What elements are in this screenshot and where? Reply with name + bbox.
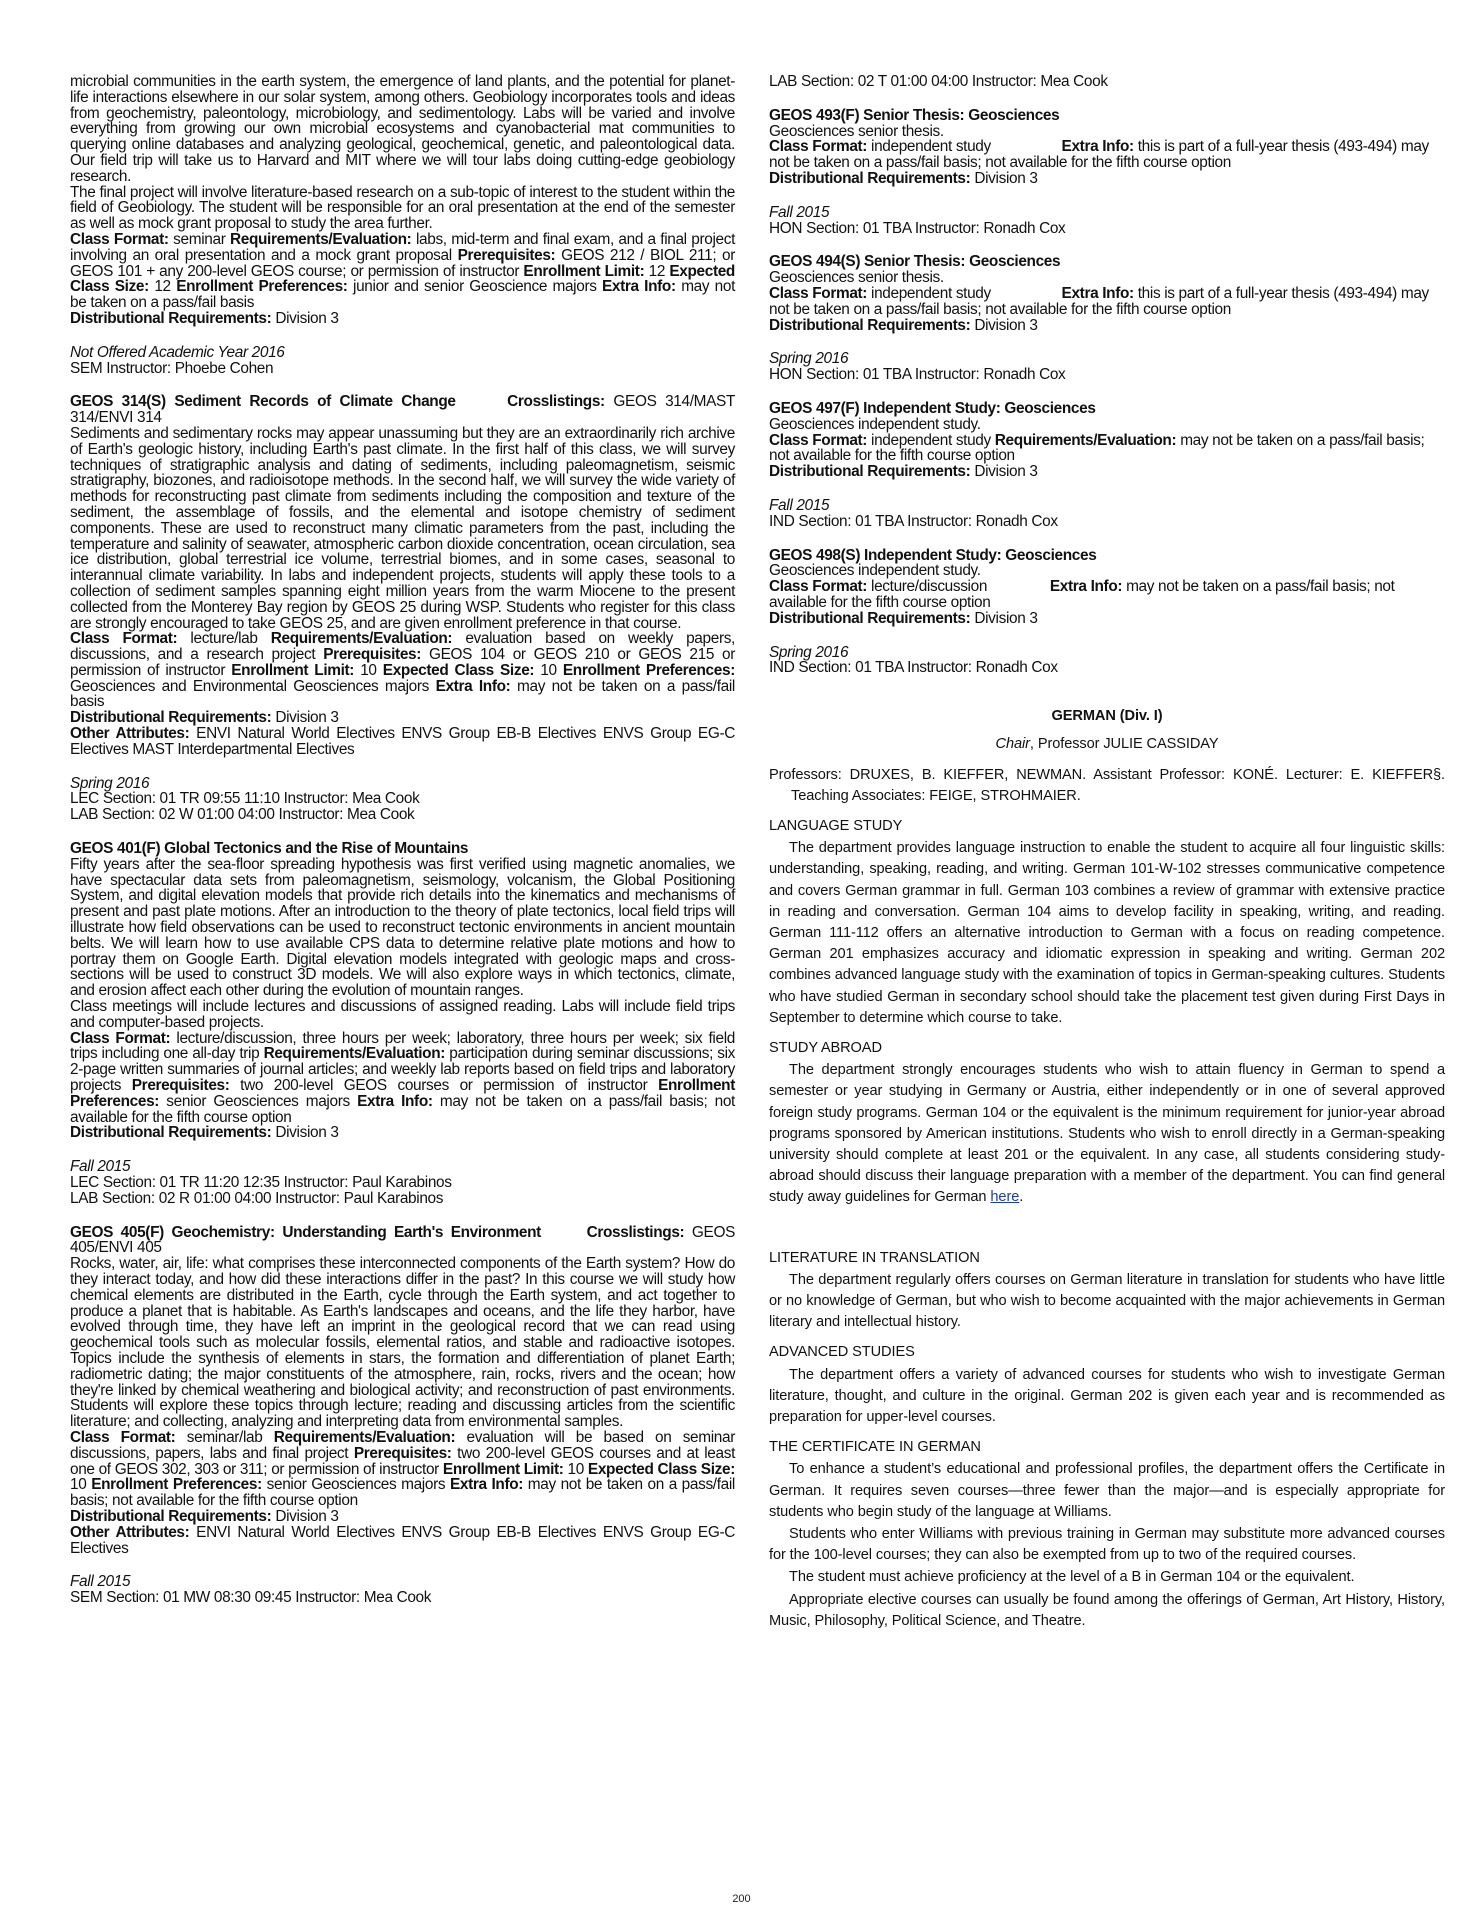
course-details: Class Format: independent study Extra Info: this is part of a full-year thesis (493-494) may not be taken on a pass/fail basis; not available for the fifth course option (769, 138, 1429, 172)
section-line: LEC Section: 01 TR 11:20 12:35 Instructor: Paul Karabinos (70, 1174, 452, 1191)
section-line: SEM Instructor: Phoebe Cohen (70, 359, 274, 377)
right-column (769, 74, 1445, 1632)
paragraph: To enhance a student’s educational and professional profiles, the department offers the Certificate in German. It requires seven courses—three fewer than the major—and is especially appropriate for students who begin study of the language at Williams. (769, 1461, 1445, 1520)
section-info (769, 351, 1445, 383)
distributional-requirements: Distributional Requirements: Division 3 (70, 1124, 339, 1142)
course-description: microbial communities in the earth system, the emergence of land plants, and the potential for planet-life interactions elsewhere in our solar system, among others. Geobiology incorporates tools and ideas from geochemistry, paleontology, microbiology, and sedimentology. Labs will be varied and involve everything from growing our own microbial ecosystems and cyanobacterial mat communities to querying online databases and analyzing geological, geochemical, genetic, and paleontological data. Our field trip will take us to Harvard and MIT where we will tour labs doing cutting-edge geobiology research. (70, 73, 735, 185)
german-department (769, 706, 1445, 1632)
paragraph: The department provides language instruction to enable the student to acquire all four linguistic skills: understanding, speaking, reading, and writing. German 101-W-102 stresses communicative competence and covers German grammar in full. German 103 combines a review of grammar with extensive practice in reading and conversation. German 104 aims to develop facility in speaking, writing, and reading. German 111-112 offers an alternative introduction to German with a focus on reading competence. German 201 emphasizes accuracy and idiomatic expression in speaking and writing. German 202 combines advanced language study with the examination of topics in German-speaking cultures. Students who have studied German in secondary school should take the placement test given during First Days in September to determine which course to take. (769, 840, 1445, 1026)
section-line: LAB Section: 02 R 01:00 04:00 Instructor: Paul Karabinos (70, 1189, 444, 1207)
course-details: Class Format: lecture/discussion, three hours per week; laboratory, three hours per week; six field trips including one all-day trip Requirements/Evaluation: participation during seminar discussions; six 2-page written summaries of journal articles; and weekly lab reports based on field trips and laboratory projects Prerequisites: two 200-level GEOS courses or permission of instructor Enrollment Preferences: senior Geosciences majors Extra Info: may not be taken on a pass/fail basis; not available for the fifth course option (70, 1029, 735, 1126)
section-info (769, 645, 1445, 677)
section-line: HON Section: 01 TBA Instructor: Ronadh Cox (769, 366, 1066, 384)
section-heading: STUDY ABROAD (769, 1039, 882, 1056)
section-line: LAB Section: 02 W 01:00 04:00 Instructor: Mea Cook (70, 806, 415, 824)
section-info (70, 1574, 735, 1606)
distributional-requirements: Distributional Requirements: Division 3 (769, 316, 1038, 334)
course-description: Geosciences independent study. (769, 562, 981, 580)
section-line: HON Section: 01 TBA Instructor: Ronadh Cox (769, 219, 1066, 237)
course-geos-494 (769, 254, 1445, 333)
other-attributes: Other Attributes: ENVI Natural World Electives ENVS Group EB-B Electives ENVS Group EG-C Electives (70, 1523, 735, 1557)
term-label: Fall 2015 (769, 203, 830, 221)
course-title: GEOS 493(F) Senior Thesis: Geosciences (769, 106, 1060, 124)
paragraph: The department offers a variety of advanced courses for students who wish to investigate German literature, thought, and culture in the original. German 202 is given each year and is recommended as preparation for upper-level courses. (769, 1366, 1445, 1425)
course-geos-493 (769, 108, 1445, 187)
left-column (70, 74, 735, 1606)
section-line: LEC Section: 01 TR 09:55 11:10 Instructor: Mea Cook (70, 790, 420, 808)
course-title: GEOS 314(S) Sediment Records of Climate Change Crosslistings: GEOS 314/MAST 314/ENVI 314 (70, 393, 735, 427)
paragraph: Students who enter Williams with previous training in German may substitute more advanced courses for the 100-level courses; they can also be exempted from up to two of the required courses. (769, 1526, 1445, 1564)
term-label: Fall 2015 (769, 496, 830, 514)
page-number: 200 (732, 1893, 751, 1905)
department-title: GERMAN (Div. I) (1051, 708, 1163, 725)
section-heading: ADVANCED STUDIES (769, 1344, 915, 1361)
department-chair: Chair, Professor JULIE CASSIDAY (995, 736, 1219, 753)
course-description: Sediments and sedimentary rocks may appear unassuming but they are an extraordinarily rich archive of Earth's geologic history, including Earth's past climate. In the first half of this class, we will survey techniques of stratigraphic analysis and dating of sediments, including paleomagnetism, seismic stratigraphy, biozones, and radioisotope methods. In the second half, we will survey the wide variety of methods for reconstructing past climate from sediments including the composition and texture of the sediment, the assemblage of fossils, and the elemental and isotope chemistry of sediment components. These are used to reconstruct many climatic parameters from the past, including the temperature and salinity of seawater, atmospheric carbon dioxide concentration, ocean circulation, sea ice distribution, global terrestrial ice volume, terrestrial biomes, and in some cases, seasonal to interannual climate variability. In labs and independent projects, students will apply these tools to a collection of sediment samples spanning eight million years from the warm Miocene to the present collected from the Monterey Bay region by GEOS 25 during WSP. Students who register for this class are strongly encouraged to take GEOS 25, and are given enrollment preference in that course. (70, 424, 735, 632)
paragraph: The department regularly offers courses on German literature in translation for students who have little or no knowledge of German, but who wish to become acquainted with the major achievements in German literary and intellectual history. (769, 1271, 1445, 1331)
course-details: Class Format: independent study Requirements/Evaluation: may not be taken on a pass/fail basis; not available for the fifth course option (769, 431, 1425, 465)
course-description: Rocks, water, air, life: what comprises these interconnected components of the Earth system? How do they interact today, and how did these interactions differ in the past? In this course we will study how chemical elements are distributed in the Earth, cycle through the Earth system, and act together to produce a planet that is habitable. As Earth's landscapes and oceans, and the life they harbor, have evolved through time, they have left an imprint in the geological record that we can read using geochemical tools such as molecular fossils, elemental ratios, and stable and radioactive isotopes. Topics include the synthesis of elements in stars, the formation and differentiation of planet Earth; radiometric dating; the major constituents of the atmosphere, rain, rocks, rivers and the ocean; how they're linked by chemical weathering and biological activity; and reconstruction of past environments. Students will explore these topics through lecture; reading and discussing articles from the scientific literature; and collecting, analyzing and interpreting data from environmental samples. (70, 1255, 735, 1431)
course-geos-405 (70, 1225, 735, 1557)
course-details: Class Format: independent study Extra Info: this is part of a full-year thesis (493-494) may not be taken on a pass/fail basis; not available for the fifth course option (769, 284, 1429, 318)
course-title: GEOS 401(F) Global Tectonics and the Rise of Mountains (70, 840, 469, 858)
section-info (769, 498, 1445, 530)
paragraph: Appropriate elective courses can usually be found among the offerings of German, Art History, History, Music, Philosophy, Political Science, and Theatre. (769, 1591, 1445, 1629)
section-info (70, 1159, 735, 1206)
course-geos-497 (769, 401, 1445, 480)
distributional-requirements: Distributional Requirements: Division 3 (769, 463, 1038, 481)
distributional-requirements: Distributional Requirements: Division 3 (70, 309, 339, 327)
course-geos-498 (769, 548, 1445, 627)
course-details: Class Format: seminar/lab Requirements/Evaluation: evaluation will be based on seminar discussions, papers, labs and final project Prerequisites: two 200-level GEOS courses and at least one of GEOS 302, 303 or 311; or permission of instructor Enrollment Limit: 10 Expected Class Size: 10 Enrollment Preferences: senior Geosciences majors Extra Info: may not be taken on a pass/fail basis; not available for the fifth course option (70, 1428, 736, 1510)
section-line: IND Section: 01 TBA Instructor: Ronadh Cox (769, 512, 1058, 530)
term-label: Fall 2015 (70, 1573, 131, 1591)
course-title: GEOS 498(S) Independent Study: Geosciences (769, 546, 1097, 564)
section-info (769, 74, 1445, 90)
course-description: Class meetings will include lectures and discussions of assigned reading. Labs will include field trips and computer-based projects. (70, 998, 735, 1031)
section-heading: LANGUAGE STUDY (769, 817, 903, 834)
study-away-link[interactable]: here (990, 1189, 1020, 1206)
course-description: Geosciences senior thesis. (769, 122, 944, 140)
distributional-requirements: Distributional Requirements: Division 3 (70, 709, 339, 727)
course-details: Class Format: lecture/discussion Extra Info: may not be taken on a pass/fail basis; not available for the fifth course option (769, 578, 1395, 611)
term-label: Spring 2016 (769, 350, 849, 368)
distributional-requirements: Distributional Requirements: Division 3 (70, 1507, 339, 1525)
course-description: Geosciences senior thesis. (769, 269, 944, 287)
section-info (769, 205, 1445, 237)
course-description: Geosciences independent study. (769, 415, 981, 433)
course-description: The final project will involve literature-based research on a sub-topic of interest to the student within the field of Geobiology. The student will be responsible for an oral presentation at the end of the semester as well as mock grant proposal to study the area further. (70, 183, 735, 233)
term-label: Fall 2015 (70, 1158, 131, 1176)
section-heading: THE CERTIFICATE IN GERMAN (769, 1439, 981, 1456)
course-details: Class Format: seminar Requirements/Evaluation: labs, mid-term and final exam, and a final project involving an oral presentation and a mock grant proposal Prerequisites: GEOS 212 / BIOL 211; or GEOS 101 + any 200-level GEOS course; or permission of instructor Enrollment Limit: 12 Expected Class Size: 12 Enrollment Preferences: junior and senior Geoscience majors Extra Info: may not be taken on a pass/fail basis (70, 230, 736, 312)
distributional-requirements: Distributional Requirements: Division 3 (769, 609, 1038, 627)
section-info (70, 345, 735, 377)
section-info (70, 776, 735, 823)
section-line: IND Section: 01 TBA Instructor: Ronadh Cox (769, 659, 1058, 677)
other-attributes: Other Attributes: ENVI Natural World Electives ENVS Group EB-B Electives ENVS Group EG-C Electives MAST Interdepartmental Electives (70, 725, 735, 758)
course-description: Fifty years after the sea-floor spreading hypothesis was first verified using magnetic anomalies, we have spectacular data sets from paleomagnetism, seismology, volcanism, the Global Positioning System, and digital elevation models that provide rich details into the kinematics and mechanisms of present and past plate motions. After an introduction to the theory of plate tectonics, local field trips will illustrate how field observations can be used to reconstruct tectonic environments in ancient mountain belts. We will learn how to use available CPS data to determine relative plate motions and how to portray them on Google Earth. Digital elevation models integrated with geologic maps and cross-sections will be used to construct 3D models. We will also explore ways in which tectonics, climate, and erosion affect each other during the evolution of mountain ranges. (70, 855, 735, 1000)
geobiology-course-continued (70, 74, 735, 327)
section-heading: LITERATURE IN TRANSLATION (769, 1249, 980, 1266)
course-geos-401 (70, 841, 735, 1141)
course-details: Class Format: lecture/lab Requirements/Evaluation: evaluation based on weekly papers, discussions, and a research project Prerequisites: GEOS 104 or GEOS 210 or GEOS 215 or permission of instructor Enrollment Limit: 10 Expected Class Size: 10 Enrollment Preferences: Geosciences and Environmental Geosciences majors Extra Info: may not be taken on a pass/fail basis (70, 630, 736, 711)
section-line: SEM Section: 01 MW 08:30 09:45 Instructor: Mea Cook (70, 1589, 432, 1607)
section-line: LAB Section: 02 T 01:00 04:00 Instructor: Mea Cook (769, 73, 1108, 90)
faculty-list: Professors: DRUXES, B. KIEFFER, NEWMAN. Assistant Professor: KONÉ. Lecturer: E. KIEFFER§. Teaching Associates: FEIGE, STROHMAIER. (769, 766, 1445, 804)
course-title: GEOS 497(F) Independent Study: Geosciences (769, 399, 1096, 417)
paragraph: The student must achieve proficiency at the level of a B in German 104 or the equivalent. (789, 1569, 1355, 1586)
paragraph: The department strongly encourages students who wish to attain fluency in German to spend a semester or year studying in Germany or Austria, either independently or in one of several approved foreign study programs. German 104 or the equivalent is the minimum requirement for junior-year abroad programs sponsored by American institutions. Students who wish to enroll directly in a German-speaking university should complete at least 201 or the equivalent. In any case, all students considering study-abroad should discuss their language preparation with a member of the department. You can find general study away guidelines for German here. (769, 1062, 1445, 1206)
term-label: Not Offered Academic Year 2016 (70, 343, 285, 361)
course-geos-314 (70, 394, 735, 757)
course-title: GEOS 494(S) Senior Thesis: Geosciences (769, 253, 1061, 271)
distributional-requirements: Distributional Requirements: Division 3 (769, 169, 1038, 187)
term-label: Spring 2016 (70, 774, 150, 792)
course-title: GEOS 405(F) Geochemistry: Understanding Earth's Environment Crosslistings: GEOS 405/ENVI 405 (70, 1223, 736, 1257)
term-label: Spring 2016 (769, 643, 849, 661)
